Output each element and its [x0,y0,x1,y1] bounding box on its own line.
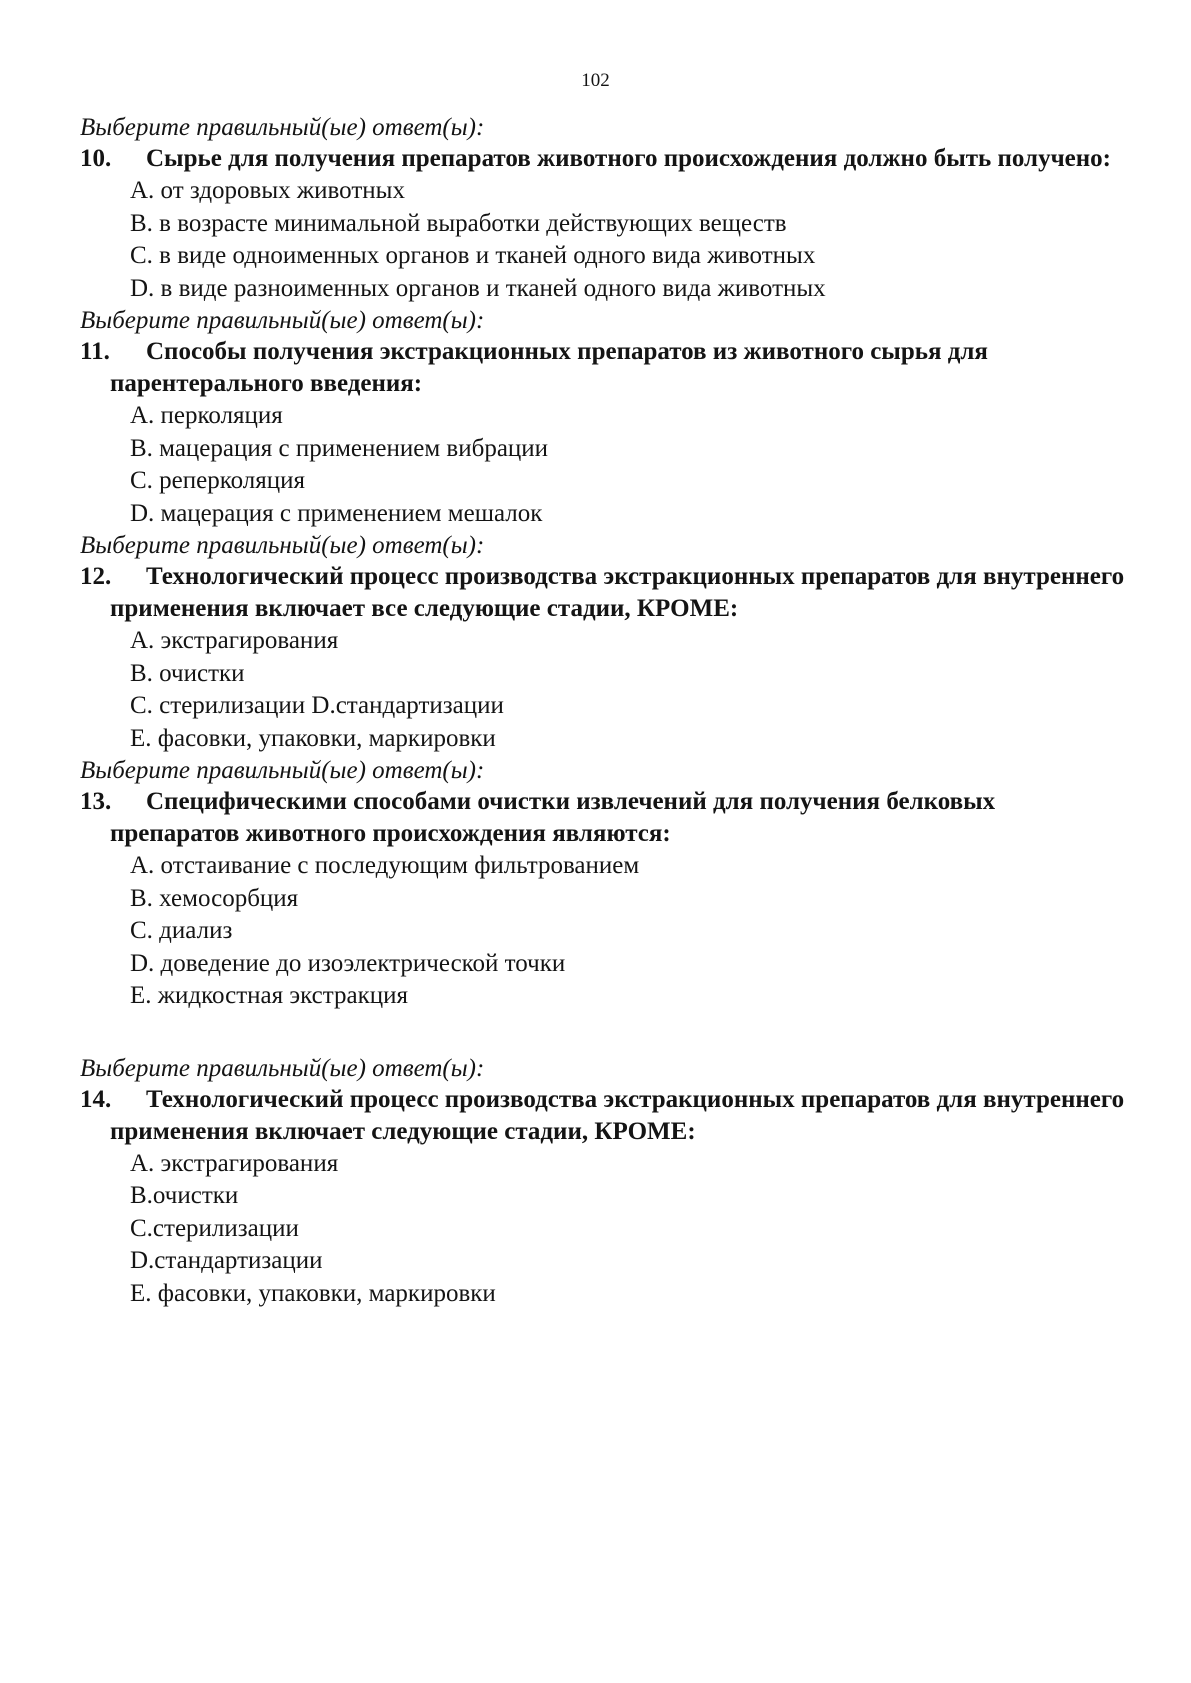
answer-option: C.стерилизации [130,1214,299,1242]
answer-option: B. хемосорбция [130,884,299,912]
question-stem: Технологический процесс производства экстракционных препаратов для внутреннего применения включает следующие стадии, КРОМЕ: [110,1085,1125,1145]
answer-option: B. очистки [130,659,245,687]
answer-options [80,400,1140,530]
question-10 [80,112,1140,305]
question-number: 10. [80,145,112,172]
answer-option: A. от здоровых животных [130,177,405,204]
question-14 [80,1053,1140,1311]
document-body [80,112,1140,1310]
answer-option: E. фасовки, упаковки, маркировки [130,1279,496,1307]
question-stem: Специфическими способами очистки извлечений для получения белковых препаратов животного происхождения являются: [110,788,996,847]
answer-option: B. мацерация с применением вибрации [130,434,549,462]
question-instruction: Выберите правильный(ые) ответ(ы): [80,1054,485,1082]
answer-options [80,175,1140,305]
question-number: 14. [80,1085,112,1113]
answer-option: D.стандартизации [130,1247,323,1274]
answer-option: E. жидкостная экстракция [130,982,408,1009]
question-instruction: Выберите правильный(ые) ответ(ы): [80,114,485,141]
answer-option: B. в возрасте минимальной выработки действующих веществ [130,209,787,237]
answer-option: D. доведение до изоэлектрической точки [130,949,566,977]
question-instruction: Выберите правильный(ые) ответ(ы): [80,307,485,334]
answer-option: D. мацерация с применением мешалок [130,499,543,527]
question-number: 11. [80,338,110,365]
question-text [80,143,1130,175]
question-number: 13. [80,788,112,815]
page-number: 102 [581,70,610,91]
answer-options [80,850,1140,1013]
question-number: 12. [80,563,112,590]
answer-option: A. перколяция [130,402,283,429]
answer-option: E. фасовки, упаковки, маркировки [130,724,496,752]
question-instruction: Выберите правильный(ые) ответ(ы): [80,757,485,784]
question-13 [80,755,1140,1013]
answer-option: C. стерилизации D.стандартизации [130,692,504,719]
question-instruction: Выберите правильный(ые) ответ(ы): [80,532,485,559]
answer-option: A. экстрагирования [130,1149,339,1177]
question-text [80,786,1130,850]
answer-options [80,1148,1140,1311]
answer-options [80,625,1140,755]
question-text [80,1084,1130,1148]
answer-option: A. отстаивание с последующим фильтрованием [130,852,640,879]
answer-option: C. диализ [130,917,233,944]
question-11 [80,305,1140,530]
answer-option: D. в виде разноименных органов и тканей одного вида животных [130,274,826,302]
question-text [80,336,1130,400]
question-stem: Сырье для получения препаратов животного происхождения должно быть получено: [146,145,1111,172]
question-stem: Способы получения экстракционных препаратов из животного сырья для парентерального введения: [110,338,988,397]
answer-option: B.очистки [130,1182,239,1209]
answer-option: C. в виде одноименных органов и тканей одного вида животных [130,242,816,269]
question-text [80,561,1130,625]
answer-option: C. реперколяция [130,467,306,494]
question-stem: Технологический процесс производства экстракционных препаратов для внутреннего применения включает все следующие стадии, КРОМЕ: [110,563,1125,622]
question-12 [80,530,1140,755]
answer-option: A. экстрагирования [130,627,339,654]
